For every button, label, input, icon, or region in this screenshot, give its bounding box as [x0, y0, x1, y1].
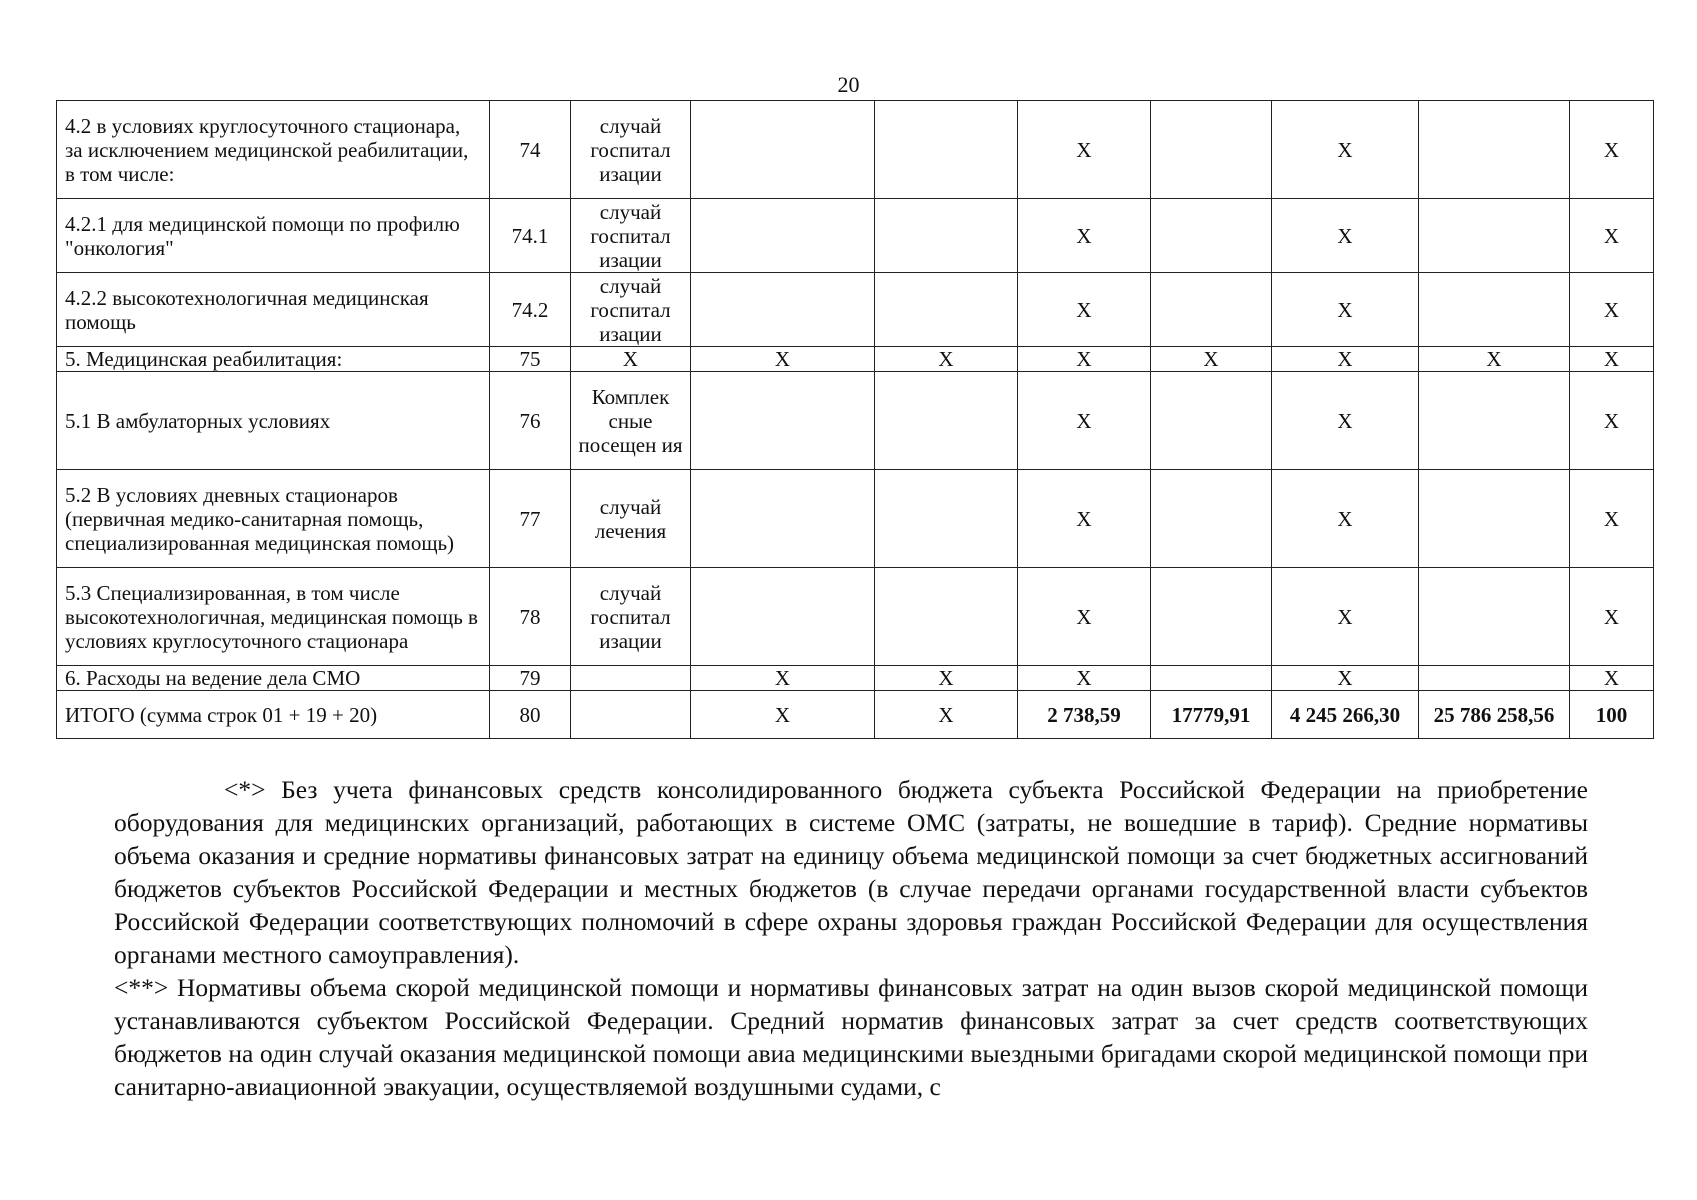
- table-cell: [1151, 372, 1272, 470]
- row-label: 5. Медицинская реабилитация:: [57, 347, 490, 372]
- table-cell: X: [1018, 347, 1151, 372]
- footnotes: [114, 773, 1588, 1103]
- table-cell: [691, 199, 875, 273]
- table-cell: [1151, 101, 1272, 199]
- row-code: 75: [490, 347, 571, 372]
- table-cell: X: [875, 666, 1018, 691]
- row-label: 4.2 в условиях круглосуточного стационара, за исключением медицинской реабилитации, в том числе:: [57, 101, 490, 199]
- row-label: 4.2.2 высокотехнологичная медицинская помощь: [57, 273, 490, 347]
- table-cell: X: [1272, 568, 1419, 666]
- row-label: ИТОГО (сумма строк 01 + 19 + 20): [57, 691, 490, 739]
- table-cell: [875, 568, 1018, 666]
- table-cell: X: [691, 666, 875, 691]
- table-cell: X: [1570, 347, 1654, 372]
- total-value: 25 786 258,56: [1419, 691, 1570, 739]
- row-unit: случай госпитал изации: [571, 199, 691, 273]
- table-cell: [875, 199, 1018, 273]
- row-label: 5.2 В условиях дневных стационаров (первичная медико-санитарная помощь, специализированная медицинская помощь): [57, 470, 490, 568]
- table-cell: [1419, 199, 1570, 273]
- table-cell: X: [875, 347, 1018, 372]
- table-cell: [1419, 101, 1570, 199]
- table-cell: X: [1018, 372, 1151, 470]
- table-cell: X: [1419, 347, 1570, 372]
- total-value: 17779,91: [1151, 691, 1272, 739]
- table-cell: [875, 372, 1018, 470]
- table-row: [57, 101, 1654, 199]
- table-cell: X: [1272, 372, 1419, 470]
- table-cell: X: [1018, 568, 1151, 666]
- table-row: [57, 666, 1654, 691]
- table-cell: [875, 470, 1018, 568]
- table-cell: [1151, 568, 1272, 666]
- row-unit: случай госпитал изации: [571, 273, 691, 347]
- table-row: [57, 347, 1654, 372]
- table-cell: X: [1272, 347, 1419, 372]
- footnote-2: <**> Нормативы объема скорой медицинской помощи и нормативы финансовых затрат на один вызов скорой медицинской помощи устанавливаются субъектом Российской Федерации. Средний норматив финансовых затрат за счет средств соответствующих бюджетов на один случай оказания медицинской помощи авиа медицинскими выездными бригадами скорой медицинской помощи при санитарно-авиационной эвакуации, осуществляемой воздушными судами, с: [114, 973, 1588, 1101]
- table-cell: X: [1272, 101, 1419, 199]
- row-code: 74: [490, 101, 571, 199]
- table-cell: X: [1570, 199, 1654, 273]
- row-code: 78: [490, 568, 571, 666]
- table-row-total: [57, 691, 1654, 739]
- row-unit: случай госпитал изации: [571, 568, 691, 666]
- table-cell: X: [1151, 347, 1272, 372]
- table-cell: X: [1570, 568, 1654, 666]
- table-cell: X: [1570, 470, 1654, 568]
- table-row: [57, 273, 1654, 347]
- table-cell: [1419, 568, 1570, 666]
- row-unit: [571, 666, 691, 691]
- table-cell: X: [691, 347, 875, 372]
- table-cell: X: [1570, 666, 1654, 691]
- row-label: 4.2.1 для медицинской помощи по профилю "онкология": [57, 199, 490, 273]
- table-cell: [691, 470, 875, 568]
- standards-table: [56, 100, 1654, 739]
- row-code: 76: [490, 372, 571, 470]
- table-cell: [691, 273, 875, 347]
- row-code: 77: [490, 470, 571, 568]
- table-cell: X: [1272, 199, 1419, 273]
- page-number: 20: [837, 72, 860, 97]
- table-cell: [1151, 470, 1272, 568]
- table-row: [57, 372, 1654, 470]
- table-cell: X: [1570, 372, 1654, 470]
- table-cell: X: [1018, 273, 1151, 347]
- table-cell: X: [1018, 470, 1151, 568]
- row-unit: X: [571, 347, 691, 372]
- row-label: 6. Расходы на ведение дела СМО: [57, 666, 490, 691]
- table-cell: [875, 273, 1018, 347]
- table-cell: [1151, 666, 1272, 691]
- table-cell: X: [875, 691, 1018, 739]
- table-cell: X: [1018, 101, 1151, 199]
- table-row: [57, 568, 1654, 666]
- row-code: 79: [490, 666, 571, 691]
- table-cell: [1419, 470, 1570, 568]
- table-cell: [691, 372, 875, 470]
- table-cell: [1419, 666, 1570, 691]
- table-cell: [875, 101, 1018, 199]
- table-cell: X: [1018, 666, 1151, 691]
- total-value: 100: [1570, 691, 1654, 739]
- table-cell: [1419, 273, 1570, 347]
- total-value: 2 738,59: [1018, 691, 1151, 739]
- table-cell: [691, 101, 875, 199]
- table-row: [57, 199, 1654, 273]
- table-cell: [1151, 199, 1272, 273]
- table-cell: X: [1272, 666, 1419, 691]
- table-cell: [691, 568, 875, 666]
- row-unit: [571, 691, 691, 739]
- table-cell: [1419, 372, 1570, 470]
- total-value: 4 245 266,30: [1272, 691, 1419, 739]
- table-row: [57, 470, 1654, 568]
- row-unit: случай госпитал изации: [571, 101, 691, 199]
- row-unit: случай лечения: [571, 470, 691, 568]
- row-label: 5.1 В амбулаторных условиях: [57, 372, 490, 470]
- row-code: 80: [490, 691, 571, 739]
- table-cell: X: [1272, 273, 1419, 347]
- table-cell: [1151, 273, 1272, 347]
- row-code: 74.1: [490, 199, 571, 273]
- row-label: 5.3 Специализированная, в том числе высокотехнологичная, медицинская помощь в условиях круглосуточного стационара: [57, 568, 490, 666]
- table-cell: X: [1018, 199, 1151, 273]
- row-code: 74.2: [490, 273, 571, 347]
- table-cell: X: [1272, 470, 1419, 568]
- footnote-1: <*> Без учета финансовых средств консолидированного бюджета субъекта Российской Федерации на приобретение оборудования для медицинских организаций, работающих в системе ОМС (затраты, не вошедшие в тариф). Средние нормативы объема оказания и средние нормативы финансовых затрат на единицу объема медицинской помощи за счет бюджетных ассигнований бюджетов субъектов Российской Федерации и местных бюджетов (в случае передачи органами государственной власти субъектов Российской Федерации соответствующих полномочий в сфере охраны здоровья граждан Российской Федерации для осуществления органами местного самоуправления).: [114, 775, 1588, 969]
- table-cell: X: [1570, 101, 1654, 199]
- row-unit: Комплек сные посещен ия: [571, 372, 691, 470]
- table-cell: X: [691, 691, 875, 739]
- table-cell: X: [1570, 273, 1654, 347]
